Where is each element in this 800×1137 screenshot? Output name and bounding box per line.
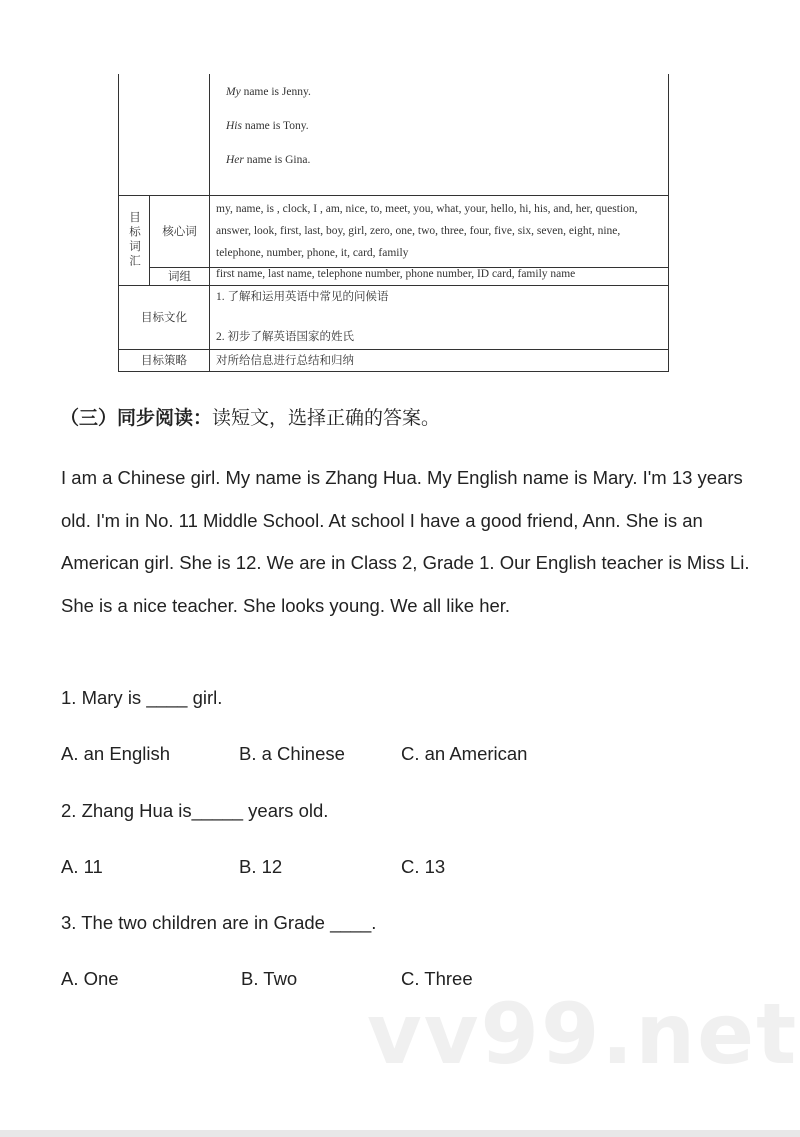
option-a: A. an English xyxy=(61,743,171,764)
pronoun: Her xyxy=(226,154,244,166)
reading-passage: I am a Chinese girl. My name is Zhang Hua. My English name is Mary. I'm 13 years old. I'm in No. 11 Middle School. At school I have a good friend, Ann. She is an American girl. She is 12. We are in Class 2, Grade 1. Our English teacher is Miss Li. She is a nice teacher. She looks young. We all like her. xyxy=(61,467,750,616)
example-sentences xyxy=(210,74,669,195)
option-a: A. One xyxy=(61,968,119,989)
strategy: 对所给信息进行总结和归纳 xyxy=(210,349,669,371)
option-b: B. Two xyxy=(241,968,298,989)
watermark: vv99.net xyxy=(367,985,799,1083)
core-label: 核心词 xyxy=(150,195,210,267)
option-b: B. 12 xyxy=(239,856,283,877)
culture-item: 1. 了解和运用英语中常见的问候语 xyxy=(216,290,389,303)
option-c: C. an American xyxy=(401,743,528,764)
lesson-table xyxy=(118,74,669,372)
phrases: first name, last name, telephone number, phone number, ID card, family name xyxy=(210,267,669,285)
option-b: B. a Chinese xyxy=(239,743,345,764)
section-instruction: 读短文，选择正确的答案。 xyxy=(212,407,441,429)
strategy-label: 目标策略 xyxy=(119,349,210,371)
phrase-label: 词组 xyxy=(150,267,210,285)
pronoun: His xyxy=(226,120,242,132)
culture-label: 目标文化 xyxy=(119,285,210,349)
option-a: A. 11 xyxy=(61,856,103,877)
sentence: name is Gina. xyxy=(243,154,311,166)
option-c: C. Three xyxy=(401,968,473,989)
question-2: 2. Zhang Hua is_____ years old. xyxy=(61,800,329,821)
sentence: name is Jenny. xyxy=(240,86,311,98)
section-heading xyxy=(60,403,440,430)
sentence: name is Tony. xyxy=(241,120,309,132)
question-1: 1. Mary is ____ girl. xyxy=(61,687,223,708)
question-3: 3. The two children are in Grade ____. xyxy=(61,912,377,933)
core-words: my, name, is , clock, I , am, nice, to, meet, you, what, your, hello, hi, his, and, her, question, answer, look, first, last, boy, girl, zero, one, two, three, four, five, six, seven, eight, nine, telephone, number, phone, it, card, family xyxy=(210,195,669,267)
pronoun: My xyxy=(226,86,241,98)
section-title: （三）同步阅读： xyxy=(60,407,213,429)
culture-item: 2. 初步了解英语国家的姓氏 xyxy=(216,330,354,343)
vocab-label: 目标词汇 xyxy=(119,195,150,285)
empty-cell xyxy=(119,74,210,195)
option-c: C. 13 xyxy=(401,856,446,877)
page-edge xyxy=(0,1130,800,1137)
